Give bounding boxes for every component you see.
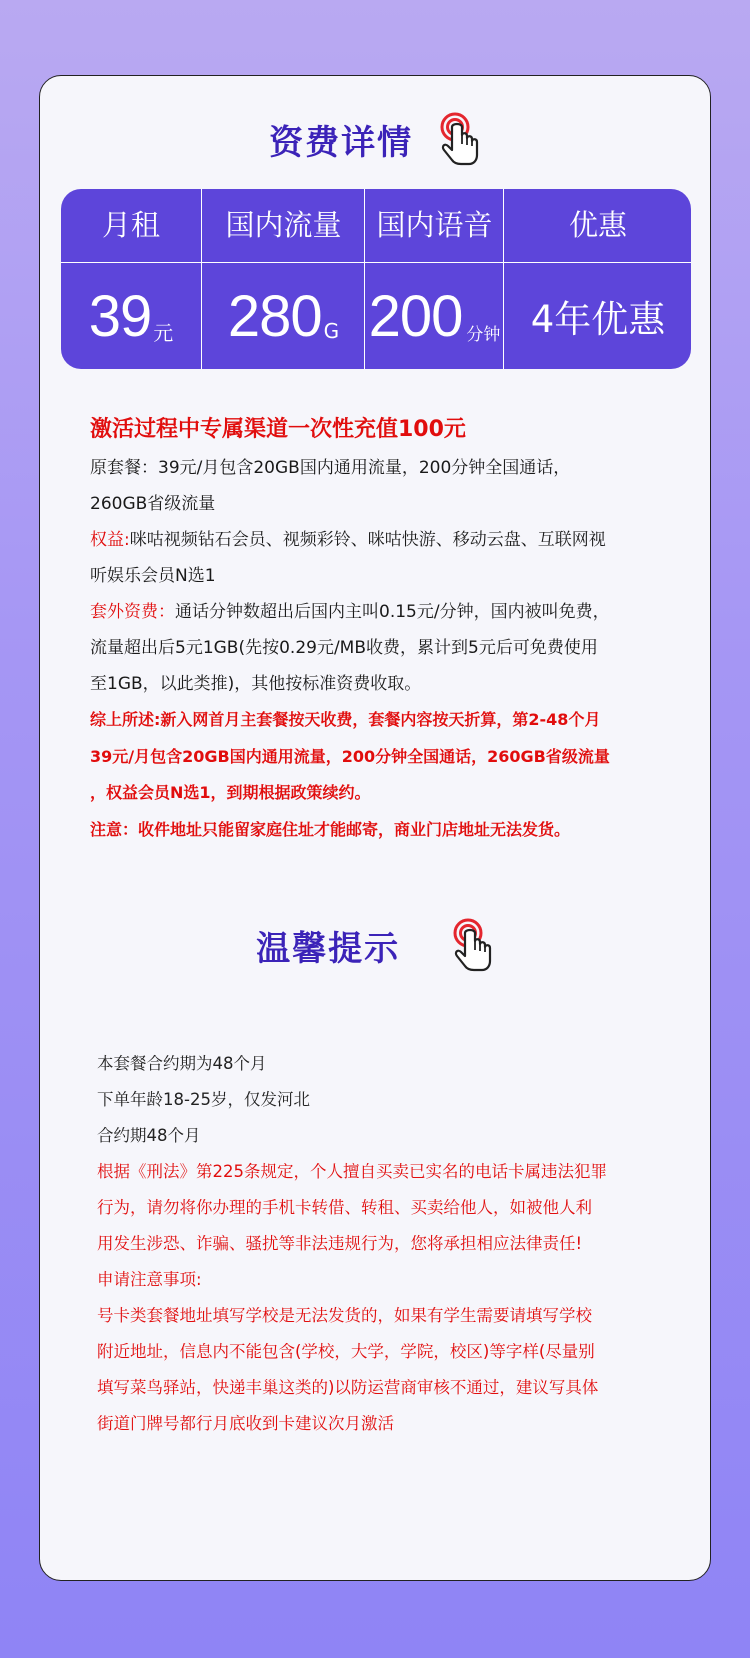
extra-fee-line-3: 至1GB，以此类推)，其他按标准资费收取。: [90, 674, 422, 694]
value-promo: [504, 263, 691, 369]
rent-amount: 39: [88, 283, 152, 349]
voice-amount: 200: [368, 283, 463, 349]
summary-line-2: 39元/月包含20GB国内通用流量，200分钟全国通话，260GB省级流量: [90, 746, 610, 766]
extra-fee-text: 通话分钟数超出后国内主叫0.15元/分钟，国内被叫免费，: [175, 602, 610, 622]
address-note: 注意：收件地址只能留家庭住址才能邮寄，商业门店地址无法发货。: [90, 819, 571, 839]
plan-text: 39元/月包含20GB国内通用流量，200分钟全国通话，: [158, 458, 571, 478]
value-voice: [365, 263, 504, 369]
notice-title: 申请注意事项:: [97, 1270, 202, 1289]
law-line-2: 行为，请勿将你办理的手机卡转借、转租、买卖给他人，如被他人利: [97, 1198, 592, 1217]
tips-title-text: 温馨提示: [256, 928, 401, 969]
notice-line-3: 填写菜鸟驿站，快递丰巢这类的)以防运营商审核不通过，建议写具体: [97, 1378, 599, 1397]
pricing-title-text: 资费详情: [269, 122, 414, 163]
plan-line-2: 260GB省级流量: [90, 494, 216, 514]
plan-label: 原套餐：: [90, 458, 158, 478]
benefits-text: 咪咕视频钻石会员、视频彩铃、咪咕快游、移动云盘、互联网视: [129, 530, 606, 550]
tip-contract: 本套餐合约期为48个月: [97, 1054, 267, 1073]
benefits-line: [90, 522, 670, 558]
column-rent: [61, 189, 201, 369]
law-line-3: 用发生涉恐、诈骗、骚扰等非法违规行为，您将承担相应法律责任!: [97, 1234, 583, 1253]
warm-tips: [97, 1046, 667, 1442]
header-promo: 优惠: [504, 189, 691, 263]
header-data: 国内流量: [202, 189, 365, 263]
notice-line-2: 附近地址，信息内不能包含(学校，大学，学院，校区)等字样(尽量别: [97, 1342, 595, 1361]
summary-line-1: 综上所述:新入网首月主套餐按天收费，套餐内容按天折算，第2-48个月: [90, 710, 601, 729]
column-data: [201, 189, 365, 369]
data-unit: G: [323, 319, 340, 343]
column-voice: [364, 189, 504, 369]
header-voice: 国内语音: [365, 189, 504, 263]
extra-fee-line-2: 流量超出后5元1GB(先按0.29元/MB收费，累计到5元后可免费使用: [90, 638, 598, 658]
pricing-table: [61, 189, 691, 369]
extra-fee-label: 套外资费：: [90, 602, 175, 622]
voice-unit: 分钟: [466, 324, 501, 345]
pointer-hand-icon: [439, 112, 481, 166]
benefits-line-2: 听娱乐会员N选1: [90, 566, 216, 586]
recharge-headline: 激活过程中专属渠道一次性充值100元: [90, 417, 466, 442]
value-rent: [61, 263, 201, 369]
plan-card: [39, 75, 711, 1581]
data-amount: 280: [227, 283, 322, 349]
section-title-pricing: [40, 112, 710, 166]
plan-details: [90, 410, 670, 848]
section-title-tips: [40, 918, 710, 972]
header-rent: 月租: [61, 189, 201, 263]
tip-age: 下单年龄18-25岁，仅发河北: [97, 1090, 310, 1109]
value-data: [202, 263, 365, 369]
column-promo: [503, 189, 691, 369]
pointer-hand-icon: [452, 918, 494, 972]
plan-line: [90, 450, 670, 486]
tip-contract-period: 合约期48个月: [97, 1126, 201, 1145]
notice-line-1: 号卡类套餐地址填写学校是无法发货的，如果有学生需要请填写学校: [97, 1306, 592, 1325]
rent-unit: 元: [153, 320, 174, 345]
benefits-label: 权益:: [90, 530, 130, 550]
promo-text: 4年优惠: [530, 298, 666, 341]
summary-line-3: ，权益会员N选1，到期根据政策续约。: [90, 783, 371, 802]
notice-line-4: 街道门牌号都行月底收到卡建议次月激活: [97, 1414, 394, 1433]
law-line-1: 根据《刑法》第225条规定，个人擅自买卖已实名的电话卡属违法犯罪: [97, 1162, 607, 1181]
extra-fee-line: [90, 594, 670, 630]
